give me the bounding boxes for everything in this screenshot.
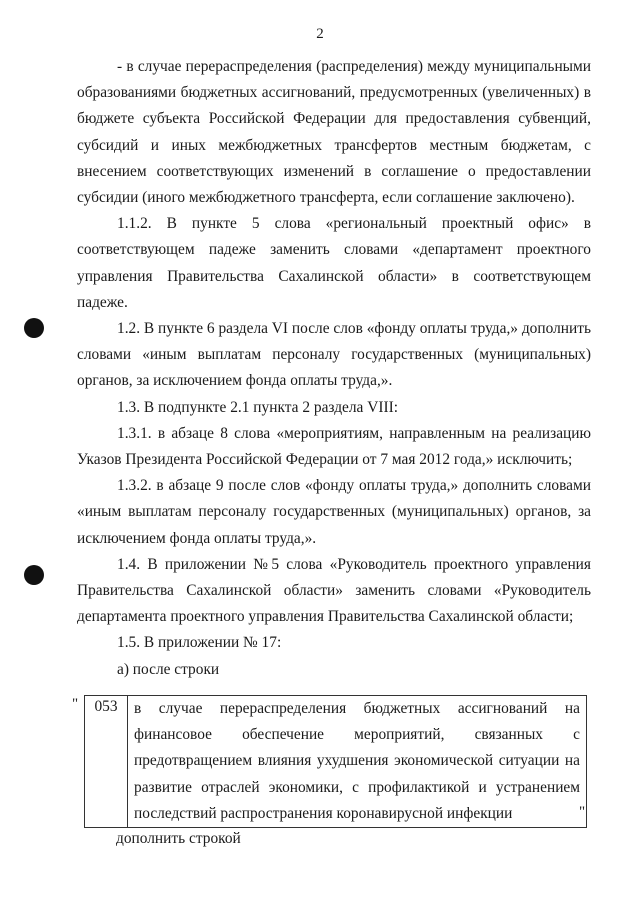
punch-hole-bottom xyxy=(24,565,44,585)
paragraph-1-2: 1.2. В пункте 6 раздела VI после слов «фонду оплаты труда,» дополнить словами «иным выплатам персоналу государственных (муниципальных) органов, за исключением фонда оплаты труда,». xyxy=(77,320,591,390)
open-quote-mark: " xyxy=(72,696,79,712)
page-number: 2 xyxy=(316,26,324,42)
document-body xyxy=(77,54,591,683)
paragraph-1-3-2: 1.3.2. в абзаце 9 после слов «фонду оплаты труда,» дополнить словами «иным выплатам персоналу государственных (муниципальных) органов, за исключением фонда оплаты труда,». xyxy=(77,477,591,547)
paragraph-1-1-2: 1.1.2. В пункте 5 слова «региональный проектный офис» в соответствующем падеже заменить словами «департамент проектного управления Правительства Сахалинской области» в соответствующем падеже. xyxy=(77,215,591,311)
table-row xyxy=(85,696,587,828)
paragraph-1-4: 1.4. В приложении №5 слова «Руководитель проектного управления Правительства Сахалинской области» заменить словами «Руководитель департамента проектного управления Правительства Сахалинской области; xyxy=(77,555,591,626)
row-code: 053 xyxy=(85,696,128,828)
paragraph-1-3-1: 1.3.1. в абзаце 8 слова «мероприятиям, направленным на реализацию Указов Президента Российской Федерации от 7 мая 2012 года,» исключить; xyxy=(77,424,591,469)
footer-text: дополнить строкой xyxy=(116,830,241,847)
paragraph-intro: - в случае перераспределения (распределения) между муниципальными образованиями бюджетных ассигнований, предусмотренных (увеличенных) в бюджете субъекта Российской Федерации для предоставления субвенций, субсидий и иных межбюджетных трансфертов местным бюджетам, с внесением соответствующих изменений в соглашение о предоставлении субсидии (иного межбюджетного трансферта, если соглашение заключено). xyxy=(77,58,591,207)
paragraph-1-5: 1.5. В приложении № 17: xyxy=(117,634,282,652)
row-description: в случае перераспределения бюджетных ассигнований на финансовое обеспечение мероприятий, связанных с предотвращением влияния ухудшения экономической ситуации на развитие отраслей экономики, с профилактикой и устранением последствий распространения коронавирусной инфекции xyxy=(128,696,587,828)
close-quote-mark: " xyxy=(579,804,586,820)
inserted-row-table xyxy=(84,695,587,828)
paragraph-a: а) после строки xyxy=(117,660,220,678)
punch-hole-top xyxy=(24,318,44,338)
paragraph-1-3: 1.3. В подпункте 2.1 пункта 2 раздела VIII: xyxy=(117,398,398,416)
